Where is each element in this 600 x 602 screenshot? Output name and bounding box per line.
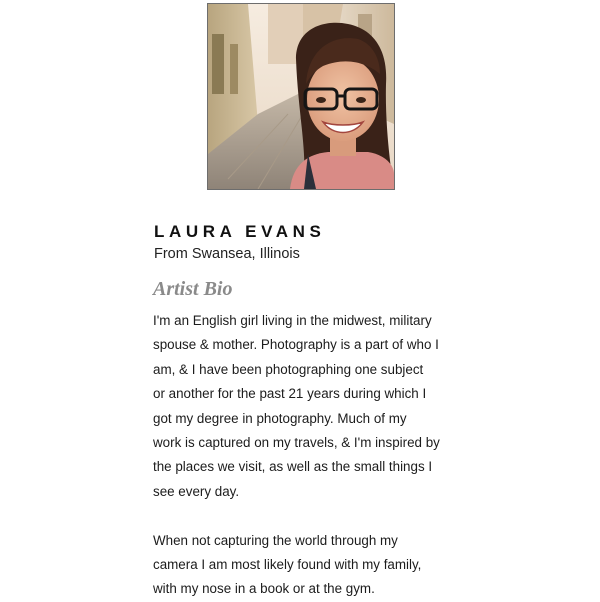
- paragraph-spacer: [153, 504, 453, 528]
- bio-line: am, & I have been photographing one subject: [153, 361, 424, 377]
- bio-line: see every day.: [153, 483, 240, 499]
- artist-hometown: From Swansea, Illinois: [154, 246, 300, 262]
- bio-line: the places we visit, as well as the small things I: [153, 459, 433, 475]
- artist-name: LAURA EVANS: [154, 222, 326, 241]
- bio-line: When not capturing the world through my: [153, 532, 398, 548]
- bio-line: spouse & mother. Photography is a part of who I: [153, 337, 439, 353]
- portrait-photo-icon: [208, 4, 394, 189]
- bio-line: camera I am most likely found with my family,: [153, 557, 422, 573]
- artist-bio: [153, 309, 453, 602]
- bio-line: work is captured on my travels, & I'm inspired by: [153, 435, 440, 451]
- artist-header: [154, 222, 554, 263]
- bio-line: I'm an English girl living in the midwest, military: [153, 313, 432, 328]
- profile-photo: [207, 3, 395, 190]
- bio-line: got my degree in photography. Much of my: [153, 410, 407, 426]
- bio-line: or another for the past 21 years during which I: [153, 386, 427, 402]
- artist-bio-heading: Artist Bio: [153, 278, 233, 300]
- bio-line: with my nose in a book or at the gym.: [153, 581, 375, 597]
